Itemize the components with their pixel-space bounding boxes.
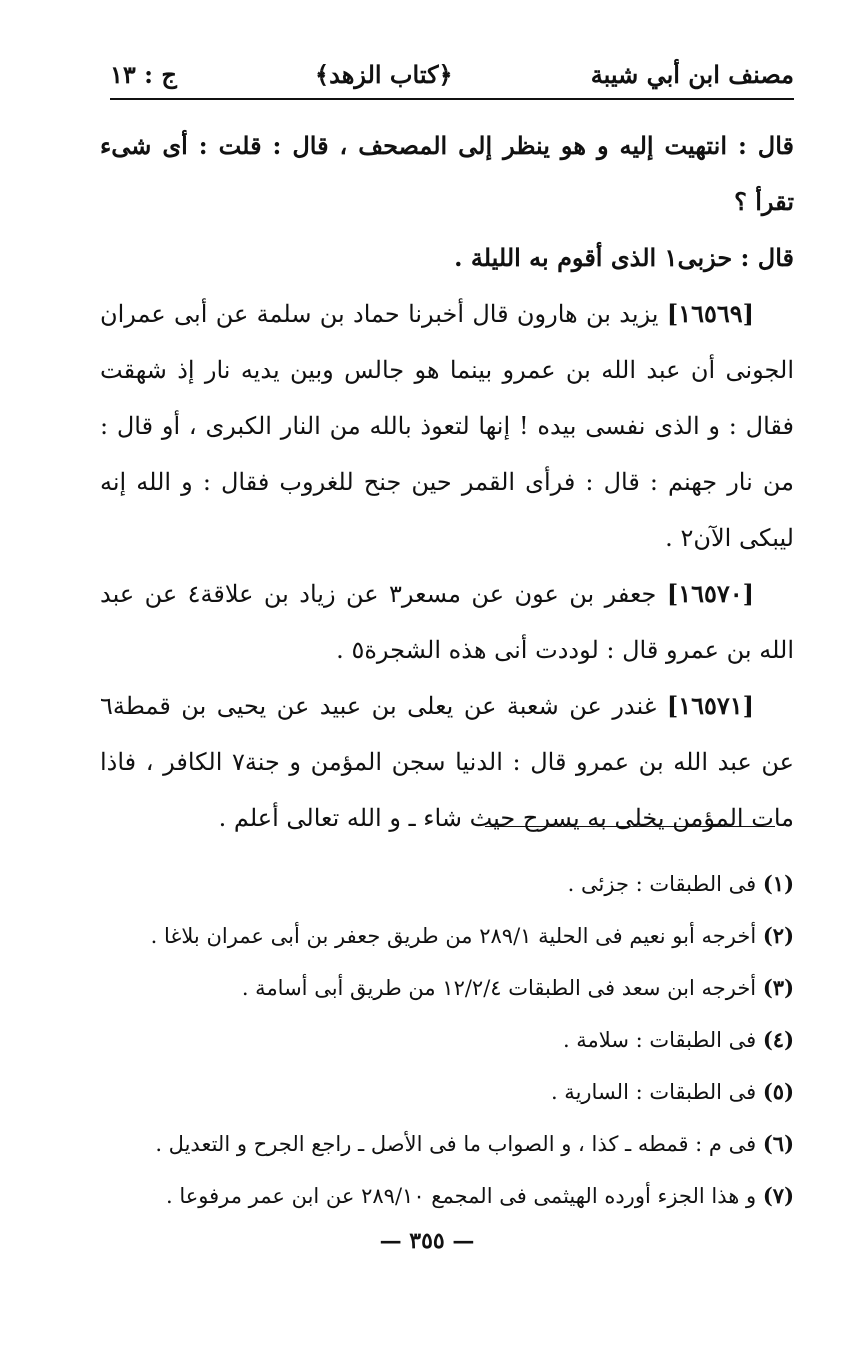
entry-number: [١٦٥٦٩] xyxy=(666,299,754,328)
running-header xyxy=(110,50,794,100)
footnote-5: (٥) فى الطبقات : السارية . xyxy=(550,1079,794,1104)
footnote-divider xyxy=(485,826,775,827)
footnote-6: (٦) فى م : قمطه ـ كذا ، و الصواب ما فى الأصل ـ راجع الجرح و التعديل . xyxy=(155,1131,794,1156)
text-line-1: قال : انتهيت إليه و هو ينظر إلى المصحف ، قال : قلت : أى شىء تقرأ ؟ xyxy=(100,131,794,216)
hadith-entry-16569 xyxy=(100,286,794,566)
hadith-entry-16571 xyxy=(100,678,794,846)
page-number: — ٣٥٥ — xyxy=(379,1228,475,1254)
footnotes xyxy=(100,858,794,1222)
footnote-3: (٣) أخرجه ابن سعد فى الطبقات ١٢/٢/٤ من طريق أبى أسامة . xyxy=(241,975,794,1000)
entry-text: يزيد بن هارون قال أخبرنا حماد بن سلمة عن أبى عمران الجونى أن عبد الله بن عمرو بينما هو جالس وبين يديه نار إذ شهقت فقال : و الذى نفسى بيده ! إنها لتعوذ بالله من النار الكبرى ، أو قال : من نار جهنم : قال : فرأى القمر حين جنح للغروب فقال : و الله إنه ليبكى الآن٢ . xyxy=(100,300,795,552)
footnote-7: (٧) و هذا الجزء أورده الهيثمى فى المجمع ٢٨٩/١٠ عن ابن عمر مرفوعا . xyxy=(165,1183,794,1208)
entry-number: [١٦٥٧١] xyxy=(666,691,754,720)
entry-text: جعفر بن عون عن مسعر٣ عن زياد بن علاقة٤ عن عبد الله بن عمرو قال : لوددت أنى هذه الشجرة٥ . xyxy=(100,580,794,664)
footnote-1: (١) فى الطبقات : جزئى . xyxy=(567,871,794,896)
hadith-entry-16570 xyxy=(100,566,794,678)
section-title: ﴿كتاب الزهد﴾ xyxy=(315,59,453,89)
volume-number: ج : ١٣ xyxy=(110,59,177,89)
footnote-4: (٤) فى الطبقات : سلامة . xyxy=(562,1027,794,1052)
entry-number: [١٦٥٧٠] xyxy=(666,579,754,608)
main-text xyxy=(100,118,794,846)
footnote-2: (٢) أخرجه أبو نعيم فى الحلية ٢٨٩/١ من طريق جعفر بن أبى عمران بلاغا . xyxy=(150,923,794,948)
entry-text: غندر عن شعبة عن يعلى بن عبيد عن يحيى بن قمطة٦ عن عبد الله بن عمرو قال : الدنيا سجن المؤمن و جنة٧ الكافر ، فاذا مات المؤمن يخلى به يسرح حيث شاء ـ و الله تعالى أعلم . xyxy=(100,692,794,832)
book-title: مصنف ابن أبي شيبة xyxy=(590,59,794,89)
text-line-2: قال : حزبى١ الذى أقوم به الليلة . xyxy=(454,243,794,272)
